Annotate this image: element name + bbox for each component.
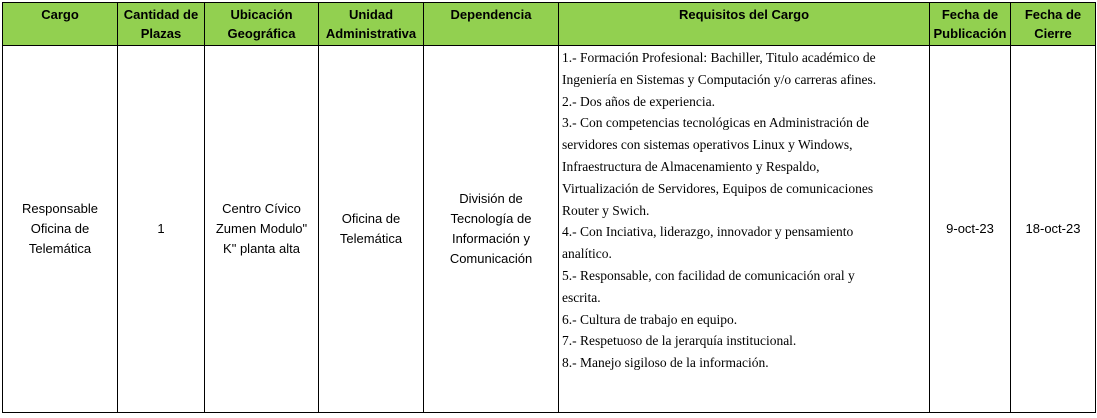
- requisito-line: 4.- Con Inciativa, liderazgo, innovador y pensamiento: [562, 224, 854, 240]
- unidad-line: Telemática: [339, 231, 403, 246]
- header-ubicacion-line-1: Ubicación: [230, 7, 293, 22]
- job-posting-table: [2, 2, 1096, 413]
- requisito-line: 5.- Responsable, con facilidad de comunicación oral y: [562, 267, 855, 283]
- requisito-line: 6.- Cultura de trabajo en equipo.: [562, 311, 738, 327]
- requisito-line: Router y Swich.: [562, 202, 650, 218]
- ubicacion-line: Zumen Modulo": [215, 221, 308, 236]
- requisito-line: analítico.: [562, 246, 612, 262]
- requisito-line: 7.- Respetuoso de la jerarquía institucional.: [562, 333, 797, 349]
- header-publicacion-line-2: Publicación: [933, 26, 1007, 41]
- fecha-publicacion-value: 9-oct-23: [946, 221, 994, 236]
- header-cierre-line-2: Cierre: [1034, 26, 1072, 41]
- dependencia-line: Información y: [451, 231, 531, 246]
- dependencia-line: Tecnología de: [450, 211, 532, 226]
- unidad-line: Oficina de: [341, 211, 401, 226]
- requisito-line: 1.- Formación Profesional: Bachiller, Titulo académico de: [562, 50, 876, 65]
- requisito-line: Virtualización de Servidores, Equipos de comunicaciones: [562, 180, 874, 196]
- header-cantidad-line-1: Cantidad de: [123, 7, 199, 22]
- cargo-line: Oficina de: [30, 221, 90, 236]
- cargo-line: Telemática: [28, 241, 92, 256]
- header-unidad-line-2: Administrativa: [325, 26, 417, 41]
- header-row: [3, 3, 1096, 46]
- cantidad-value: 1: [157, 221, 165, 236]
- cell-fecha-cierre: [1011, 46, 1096, 413]
- header-cantidad: [118, 3, 205, 46]
- cell-unidad: [319, 46, 424, 413]
- requisito-line: 2.- Dos años de experiencia.: [562, 93, 715, 109]
- cell-cantidad: [118, 46, 205, 413]
- cell-cargo: [3, 46, 118, 413]
- cargo-line: Responsable: [22, 201, 98, 216]
- header-publicacion-line-1: Fecha de: [941, 7, 999, 22]
- header-cierre: [1011, 3, 1096, 46]
- ubicacion-line: K" planta alta: [223, 241, 300, 256]
- dependencia-line: Comunicación: [449, 251, 533, 266]
- cell-ubicacion: [205, 46, 319, 413]
- header-requisitos: [559, 3, 930, 46]
- header-publicacion: [930, 3, 1011, 46]
- header-cantidad-line-2: Plazas: [140, 26, 182, 41]
- fecha-cierre-value: 18-oct-23: [1025, 221, 1081, 236]
- header-requisitos-label: Requisitos del Cargo: [678, 7, 810, 22]
- dependencia-line: División de: [459, 191, 523, 206]
- cell-fecha-publicacion: [930, 46, 1011, 413]
- requisito-line: Infraestructura de Almacenamiento y Respaldo,: [562, 158, 820, 174]
- header-dependencia: [424, 3, 559, 46]
- header-ubicacion: [205, 3, 319, 46]
- ubicacion-line: Centro Cívico: [222, 201, 301, 216]
- requisito-line: Ingeniería en Sistemas y Computación y/o carreras afines.: [562, 71, 877, 87]
- header-cargo-label: Cargo: [41, 7, 79, 22]
- requisito-line: 8.- Manejo sigiloso de la información.: [562, 355, 769, 371]
- header-cierre-line-1: Fecha de: [1024, 7, 1082, 22]
- header-unidad: [319, 3, 424, 46]
- table-row: [3, 46, 1096, 413]
- cell-dependencia: [424, 46, 559, 413]
- requisito-line: servidores con sistemas operativos Linux y Windows,: [562, 137, 853, 153]
- header-dependencia-label: Dependencia: [450, 7, 532, 22]
- header-cargo: [3, 3, 118, 46]
- header-ubicacion-line-2: Geográfica: [227, 26, 296, 41]
- header-unidad-line-1: Unidad: [348, 7, 394, 22]
- requisito-line: 3.- Con competencias tecnológicas en Administración de: [562, 115, 870, 131]
- cell-requisitos: [559, 46, 930, 413]
- requisito-line: escrita.: [562, 289, 601, 305]
